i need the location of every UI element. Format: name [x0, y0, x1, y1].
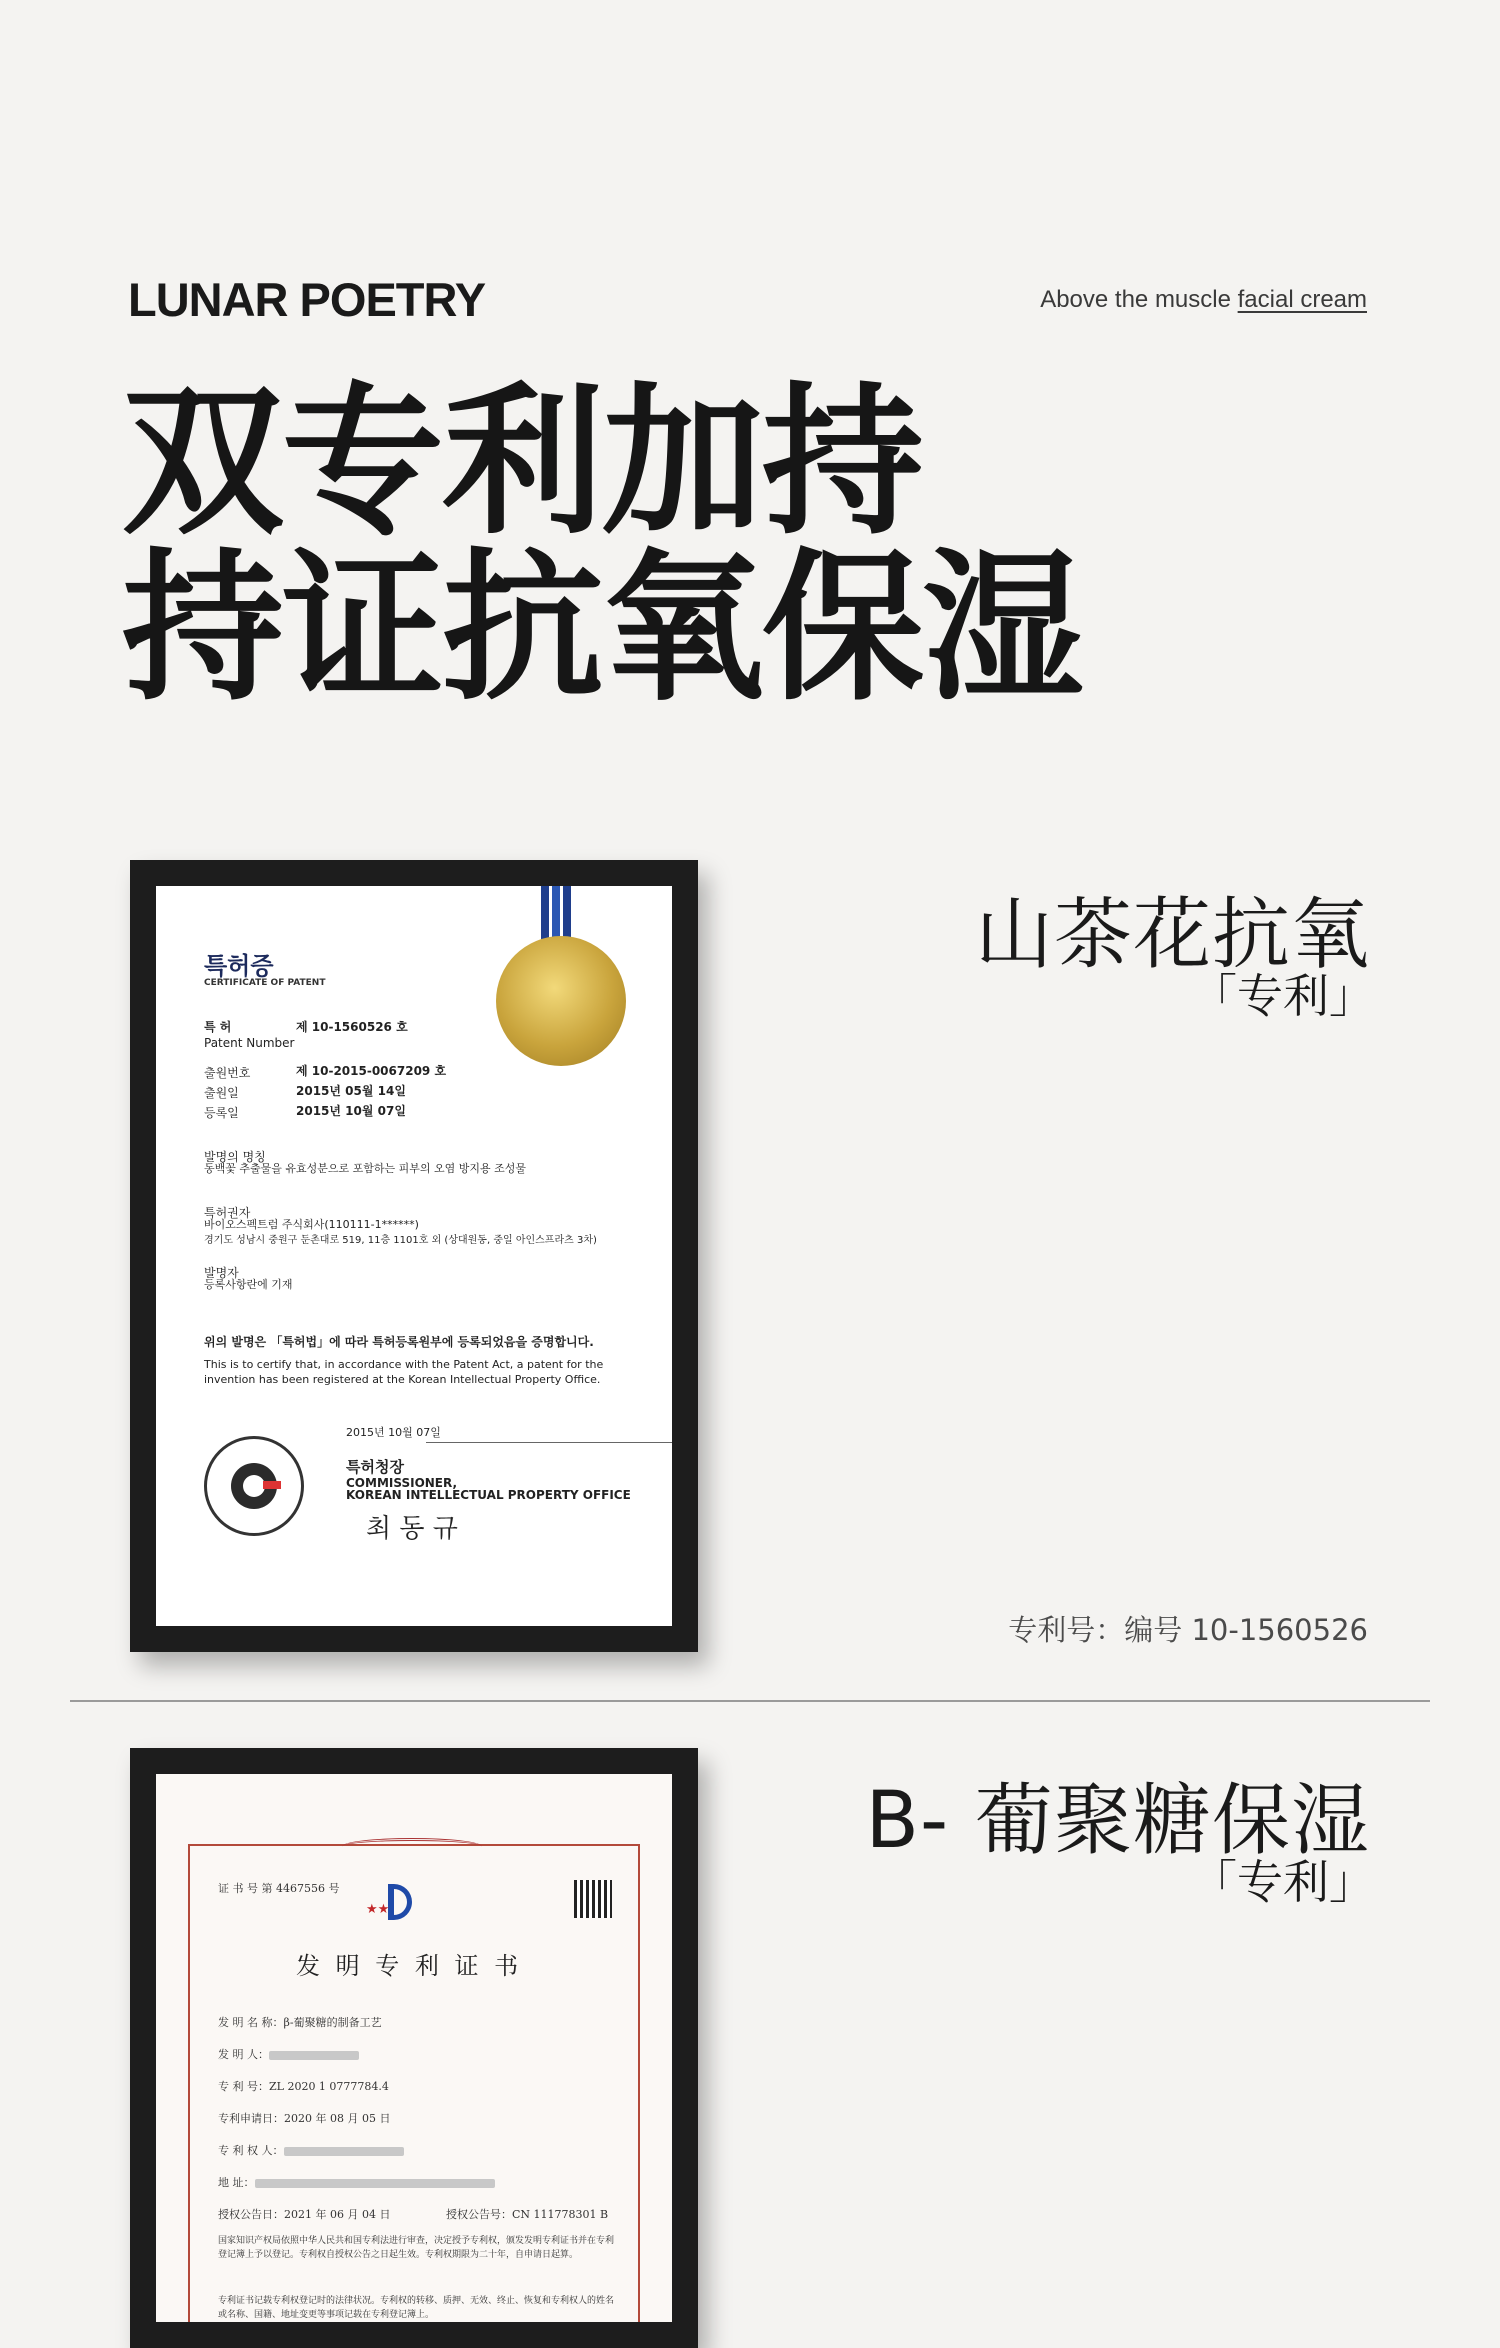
application-number: 제 10-2015-0067209 호 [296, 1064, 447, 1078]
patent2-sub: 「专利」 [1191, 1855, 1375, 1909]
cn-cert-title: 发 明 专 利 证 书 [296, 1952, 523, 1980]
brand-logo: LUNAR POETRY [128, 273, 486, 326]
redacted-inventor [269, 2051, 359, 2060]
cert-subtitle: CERTIFICATE OF PATENT [204, 978, 326, 988]
patent1-sub: 「专利」 [1191, 969, 1375, 1023]
inventor: 등록사항란에 기재 [204, 1278, 293, 1291]
cert-number: 证 书 号 第 4467556 号 [218, 1882, 340, 1895]
cn-paragraph-1: 国家知识产权局依照中华人民共和国专利法进行审查，决定授予专利权，颁发发明专利证书并在专利登记簿上予以登记。专利权自授权公告之日起生效。专利权期限为二十年，自申请日起算。 [218, 2236, 615, 2261]
tagline: Above the muscle facial cream [1040, 286, 1367, 313]
patent1-title: 山茶花抗氧 [974, 890, 1370, 980]
patentee: 바이오스펙트럼 주식회사(110111-1******) [204, 1218, 419, 1231]
kipo-seal-icon [204, 1436, 304, 1536]
ornament-icon [342, 1838, 482, 1855]
qr-code-icon [574, 1880, 612, 1918]
cn-patent-number: ZL 2020 1 0777784.4 [269, 2080, 389, 2093]
grant-date: 2021 年 06 月 04 日 [284, 2208, 391, 2221]
patent-label: 특 허 [204, 1020, 232, 1034]
redacted-address [255, 2179, 495, 2188]
statement-en: This is to certify that, in accordance with the Patent Act, a patent for the invention has been registered at the Korean Intellectual Property Office. [204, 1358, 604, 1386]
statement-ko: 위의 발명은 「특허법」에 따라 특허등록원부에 등록되었음을 증명합니다. [204, 1335, 594, 1349]
signature: 최 동 규 [366, 1514, 458, 1544]
redacted-holder [284, 2147, 404, 2156]
patentee-address: 경기도 성남시 중원구 둔촌대로 519, 11층 1101호 외 (상대원동, 중일 아인스프라츠 3차) [204, 1235, 597, 1246]
issue-date: 2015년 10월 07일 [346, 1426, 441, 1439]
patent2-title: B- 葡聚糖保湿 [865, 1776, 1370, 1866]
patent-certificate-korea: 특허증 CERTIFICATE OF PATENT 특 허 Patent Number 제 10-1560526 호 출원번호 제 10-2015-0067209 호 출원일 2015년 05월 14일 등록일 2015년 10월 07일 발명의 명칭 동백꽃 추출물을 유효성분으로 포함하는 피부의 오염 방지용 조성물 특허권자 바이오스펙트럼 주식회사(110111-1******) 경기도 성남시 중원구 둔촌대로 519, 11층 1101호 외 (상대원동, 중일 아인스프라츠 3차) 발명자 등록사항란에 기재 위의 발명은 「특허법」에 따라 특허등록원부에 등록되었음을 증명합니다. This is to certify that, in accordance with the Patent Act, a patent for the invention has been registered at the Korean Intellectual Property Office. 2015년 10월 07일 특허청장 COMMISSIONER, KOREAN INTELLECTUAL PROPERTY OFFICE 최 동 규 [130, 860, 698, 1652]
headline-line1: 双专利加持 [122, 369, 922, 557]
office-ko: 특허청장 [346, 1458, 404, 1476]
cert-title: 특허증 [204, 952, 274, 980]
patent-number: 제 10-1560526 호 [296, 1020, 408, 1034]
headline-line2: 持证抗氧保湿 [122, 535, 1082, 723]
invention-name: β-葡聚糖的制备工艺 [283, 2016, 382, 2029]
section-divider [70, 1700, 1430, 1702]
grant-number: CN 111778301 B [512, 2208, 609, 2221]
filing-date: 2015년 05월 14일 [296, 1084, 406, 1098]
invention-title: 동백꽃 추출물을 유효성분으로 포함하는 피부의 오염 방지용 조성물 [204, 1162, 527, 1175]
patent1-number: 专利号：编号 10-1560526 [1008, 1613, 1368, 1647]
patent-certificate-china: 证 书 号 第 4467556 号 ★★ 发 明 专 利 证 书 发 明 名 称：β-葡聚糖的制备工艺 发 明 人： 专 利 号：ZL 2020 1 0777784.4 专利申请日：2020 年 08 月 05 日 专 利 权 人： 地 址： 授权公告日：2021 年 06 月 04 日 授权公告号：CN 111778301 B 国家知识产权局依照中华人民共和国专利法进行审查，决定授予专利权，颁发发明专利证书并在专利登记簿上予以登记。专利权自授权公告之日起生效。专利权期限为二十年，自申请日起算。 专利证书记载专利权登记时的法律状况。专利权的转移、质押、无效、终止、恢复和专利权人的姓名或名称、国籍、地址变更等事项记载在专利登记簿上。 [130, 1748, 698, 2348]
cn-paragraph-2: 专利证书记载专利权登记时的法律状况。专利权的转移、质押、无效、终止、恢复和专利权人的姓名或名称、国籍、地址变更等事项记载在专利登记簿上。 [218, 2296, 615, 2321]
cn-filing-date: 2020 年 08 月 05 日 [284, 2112, 391, 2125]
registration-date: 2015년 10월 07일 [296, 1104, 406, 1118]
cnipa-logo-icon: ★★ [380, 1880, 420, 1926]
gold-seal-icon [496, 936, 626, 1066]
